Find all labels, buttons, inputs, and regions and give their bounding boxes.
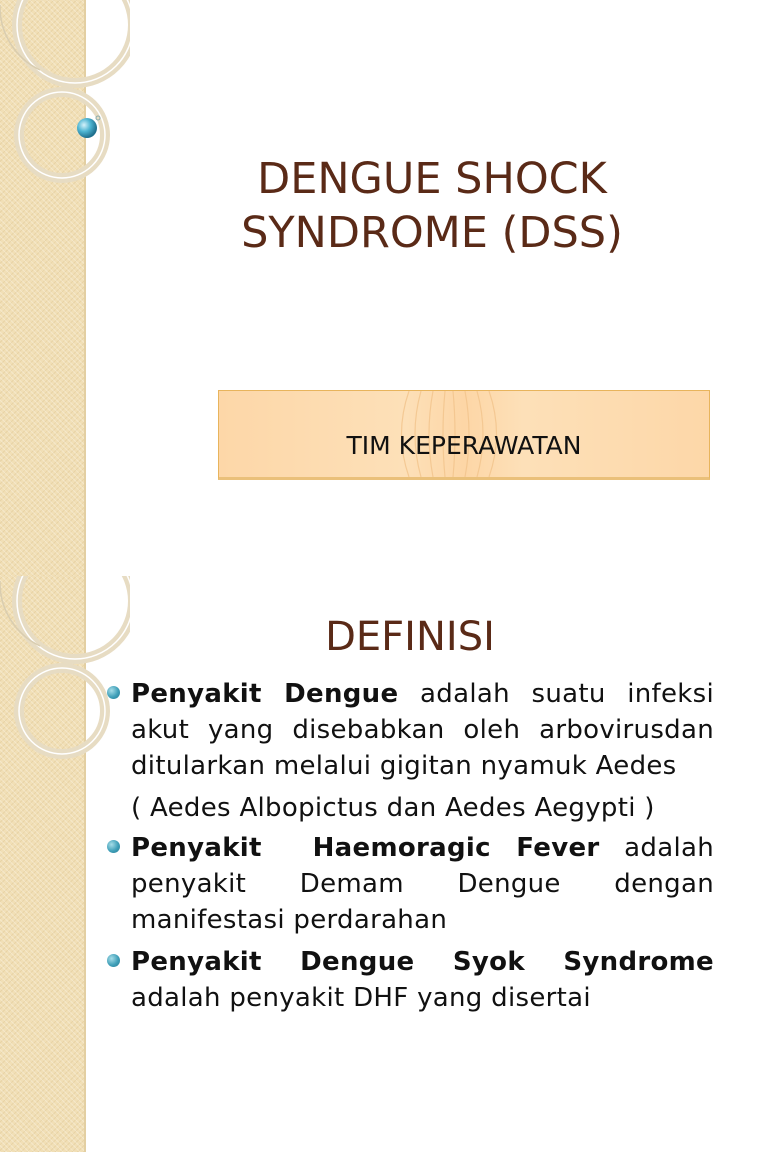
title-line-1: DENGUE SHOCK xyxy=(257,154,607,204)
title-line-2: SYNDROME (DSS) xyxy=(241,208,623,258)
subtitle-box xyxy=(218,390,710,480)
list-item xyxy=(131,830,714,938)
bullet-dot-icon xyxy=(107,840,120,853)
item-text: adalah suatu infeksi akut yang disebabkan oleh arbovirusdan ditularkan melalui gigitan nyamuk Aedes xyxy=(131,679,715,781)
decorative-circles xyxy=(0,0,130,200)
item-text: adalah penyakit DHF yang disertai xyxy=(131,983,591,1013)
definition-heading: DEFINISI xyxy=(325,614,495,660)
item-text: adalah penyakit Demam Dengue dengan manifestasi perdarahan xyxy=(131,833,714,935)
item-term: Penyakit Dengue Syok Syndrome xyxy=(131,947,714,977)
item-term: Penyakit Dengue xyxy=(131,679,399,709)
bullet-dot-icon xyxy=(107,686,120,699)
teal-sphere-icon xyxy=(76,117,98,139)
subtitle-text: TIM KEPERAWATAN xyxy=(346,431,582,460)
item-note: ( Aedes Albopictus dan Aedes Aegypti ) xyxy=(131,793,655,823)
definition-list xyxy=(131,676,714,1016)
item-term: Penyakit Haemoragic Fever xyxy=(131,833,600,863)
slide-title xyxy=(130,152,734,260)
list-item xyxy=(131,944,714,1016)
list-item xyxy=(131,676,714,784)
bullet-dot-icon xyxy=(107,954,120,967)
